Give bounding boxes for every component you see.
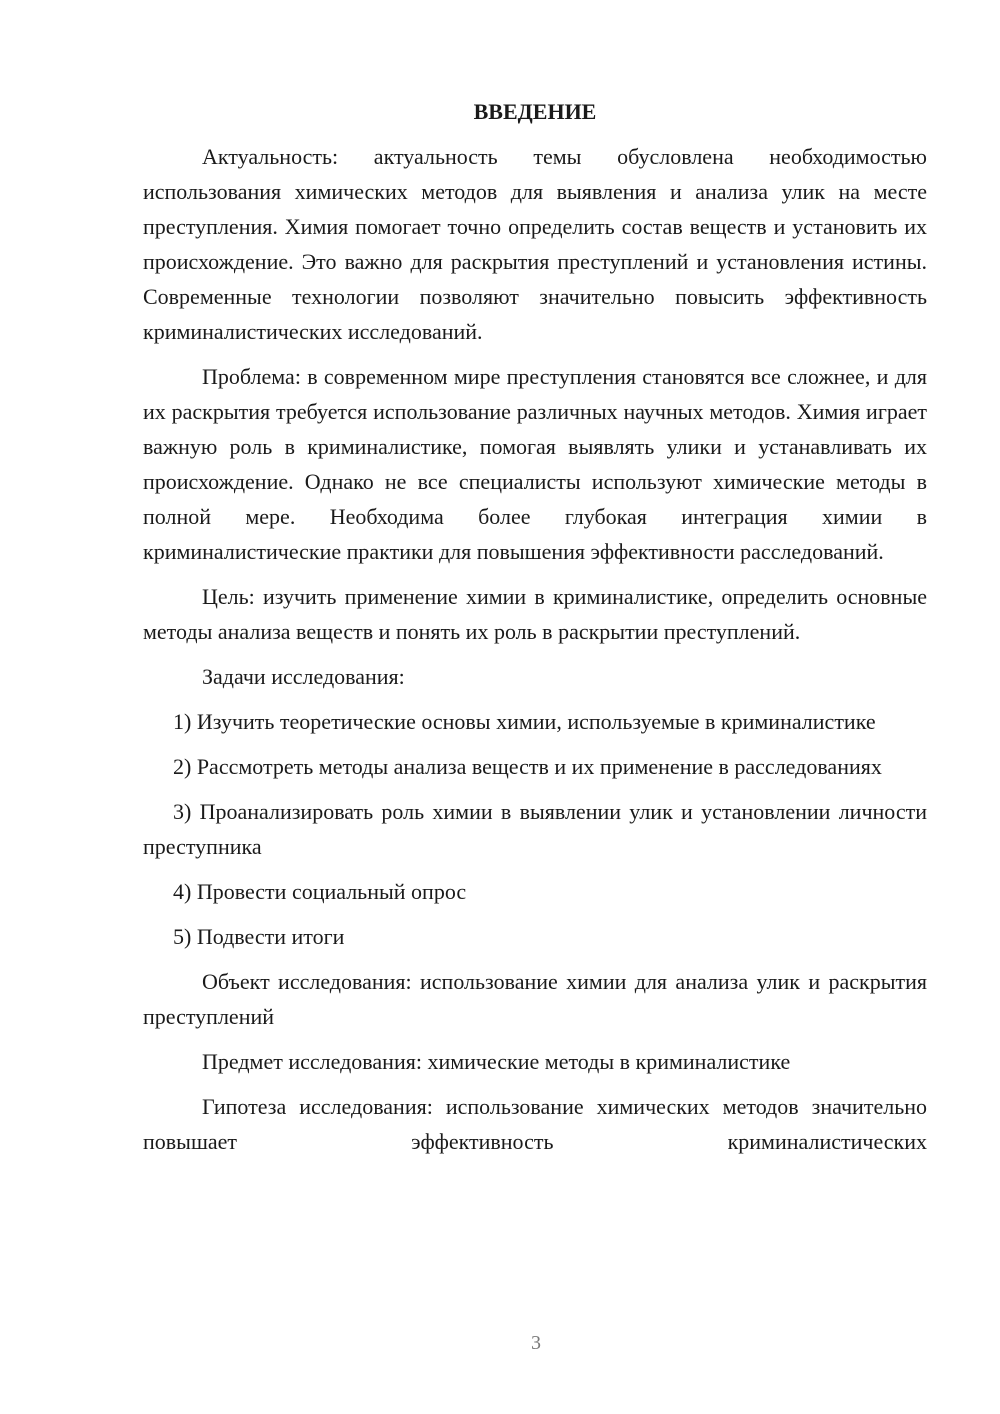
paragraph-relevance: Актуальность: актуальность темы обусловлена необходимостью использования химических методов для выявления и анализа улик на месте преступления. Химия помогает точно определить состав веществ и установить их происхождение. Это важно для раскрытия преступлений и установления истины. Современные технологии позволяют значительно повысить эффективность криминалистических исследований. bbox=[143, 144, 927, 344]
task-item-4: 4) Провести социальный опрос bbox=[173, 879, 467, 904]
paragraph-goal: Цель: изучить применение химии в криминалистике, определить основные методы анализа веществ и понять их роль в раскрытии преступлений. bbox=[143, 584, 927, 644]
paragraph-subject: Предмет исследования: химические методы в криминалистике bbox=[202, 1049, 791, 1074]
task-item-5: 5) Подвести итоги bbox=[173, 924, 345, 949]
paragraph-problem: Проблема: в современном мире преступления становятся все сложнее, и для их раскрытия требуется использование различных научных методов. Химия играет важную роль в криминалистике, помогая выявлять улики и устанавливать их происхождение. Однако не все специалисты используют химические методы в полной мере. Необходима более глубокая интеграция химии в криминалистические практики для повышения эффективности расследований. bbox=[143, 364, 927, 564]
paragraph-tasks-heading: Задачи исследования: bbox=[202, 664, 405, 689]
section-heading: ВВЕДЕНИЕ bbox=[473, 99, 597, 124]
task-item-1: 1) Изучить теоретические основы химии, используемые в криминалистике bbox=[173, 709, 876, 734]
paragraph-object: Объект исследования: использование химии для анализа улик и раскрытия преступлений bbox=[143, 969, 927, 1029]
task-item-3: 3) Проанализировать роль химии в выявлении улик и установлении личности преступника bbox=[143, 799, 927, 859]
task-item-2: 2) Рассмотреть методы анализа веществ и их применение в расследованиях bbox=[173, 754, 882, 779]
page-number: 3 bbox=[531, 1332, 541, 1354]
page-content bbox=[143, 94, 927, 1159]
paragraph-hypothesis: Гипотеза исследования: использование химических методов значительно повышает эффективность криминалистических bbox=[143, 1094, 927, 1154]
